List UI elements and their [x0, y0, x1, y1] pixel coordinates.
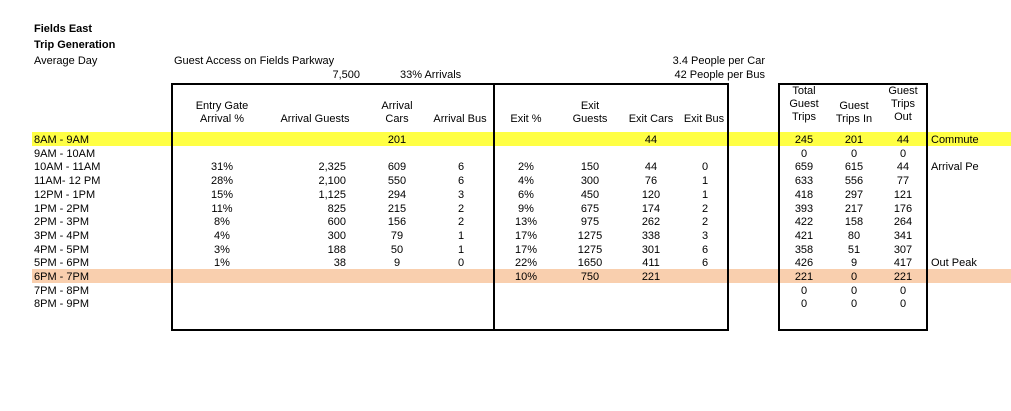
arrival-bus-cell: 0 — [457, 257, 465, 270]
header-exit-pct — [500, 113, 552, 126]
header-line: Guests — [572, 113, 608, 125]
header-line: Total — [792, 85, 816, 97]
table-row — [0, 256, 1011, 270]
exit-cars-cell: 174 — [641, 202, 661, 215]
exit-pct-cell: 2% — [518, 161, 534, 174]
people-per-bus-label: 42 People per Bus — [674, 69, 765, 81]
header-line: Out — [894, 111, 912, 123]
total-trips-cell: 659 — [794, 161, 814, 174]
arrival-bus-cell: 2 — [457, 216, 465, 229]
trips-out-cell: 0 — [899, 284, 907, 297]
exit-bus-cell: 6 — [701, 257, 709, 270]
header-guest-trips-in — [830, 100, 878, 126]
arrival-guests-cell: 600 — [327, 216, 346, 229]
entry-arrival-pct-cell: 28% — [210, 175, 234, 188]
exit-bus-cell: 2 — [701, 202, 709, 215]
time-cell: 5PM - 6PM — [34, 257, 90, 270]
arrival-cars-cell: 201 — [387, 134, 407, 146]
exit-guests-cell: 300 — [580, 175, 600, 188]
total-trips-cell: 633 — [794, 175, 814, 188]
header-line: Trips — [890, 98, 916, 110]
trips-in-cell: 217 — [844, 202, 864, 215]
total-trips-cell: 245 — [794, 134, 814, 146]
time-cell: 9AM - 10AM — [34, 147, 96, 160]
header-line: Guest — [888, 85, 918, 97]
trips-out-cell: 44 — [896, 161, 910, 174]
arrival-guests-cell: 38 — [333, 257, 346, 270]
trips-in-cell: 80 — [847, 229, 861, 242]
header-arrival-bus — [426, 113, 494, 126]
total-trips-cell: 393 — [794, 202, 814, 215]
trips-out-cell: 77 — [896, 175, 910, 188]
trips-out-cell: 417 — [893, 257, 913, 270]
trips-in-cell: 158 — [844, 216, 864, 229]
header-guest-trips-out — [882, 85, 924, 124]
table-row — [0, 160, 1011, 174]
time-cell: 6PM - 7PM — [34, 271, 90, 283]
exit-cars-cell: 262 — [641, 216, 661, 229]
exit-pct-cell: 9% — [518, 202, 534, 215]
arrival-cars-cell: 156 — [387, 216, 407, 229]
trips-out-cell: 341 — [893, 229, 913, 242]
time-cell: 1PM - 2PM — [34, 202, 90, 215]
header-exit-bus — [680, 113, 728, 126]
arrivals-percent-label: 33% Arrivals — [400, 69, 462, 81]
row-note-cell: Commute — [931, 134, 979, 146]
trips-in-cell: 615 — [844, 161, 864, 174]
period-label: Average Day — [34, 55, 98, 67]
header-line: Exit Cars — [628, 113, 674, 125]
exit-cars-cell: 411 — [642, 257, 660, 270]
total-trips-cell: 358 — [794, 243, 814, 256]
exit-guests-cell: 750 — [580, 271, 600, 283]
arrival-guests-cell: 1,125 — [318, 188, 346, 201]
header-line: Exit — [580, 100, 600, 112]
arrival-bus-cell: 1 — [457, 229, 465, 242]
exit-bus-cell: 6 — [701, 243, 709, 256]
header-exit-guests — [563, 100, 617, 126]
table-row — [0, 284, 1011, 298]
arrival-bus-cell: 3 — [457, 188, 465, 201]
time-cell: 4PM - 5PM — [34, 243, 90, 256]
exit-pct-cell: 6% — [518, 188, 534, 201]
total-trips-cell: 421 — [794, 229, 814, 242]
trips-in-cell: 556 — [844, 175, 864, 188]
total-trips-cell: 0 — [800, 147, 808, 160]
header-line: Exit % — [510, 113, 542, 125]
arrival-bus-cell: 6 — [457, 161, 465, 174]
exit-bus-cell: 0 — [701, 161, 709, 174]
exit-cars-cell: 44 — [644, 134, 658, 146]
total-trips-cell: 0 — [800, 298, 808, 311]
entry-arrival-pct-cell: 8% — [214, 216, 230, 229]
sheet-subtitle: Trip Generation — [34, 39, 116, 51]
arrival-bus-cell: 6 — [457, 175, 465, 188]
header-line: Arrival Bus — [433, 113, 487, 125]
table-row — [0, 188, 1011, 202]
header-line: Exit Bus — [683, 113, 725, 125]
trips-out-cell: 44 — [896, 134, 910, 146]
header-line: Guest — [789, 98, 819, 110]
time-cell: 2PM - 3PM — [34, 216, 90, 229]
time-cell: 3PM - 4PM — [34, 229, 90, 242]
arrival-bus-cell: 2 — [457, 202, 465, 215]
table-row — [0, 174, 1011, 188]
arrival-cars-cell: 50 — [390, 243, 404, 256]
trips-in-cell: 297 — [844, 188, 864, 201]
total-trips-cell: 426 — [794, 257, 814, 270]
arrival-guests-cell: 2,100 — [318, 175, 346, 188]
arrival-bus-cell: 1 — [457, 243, 465, 256]
trips-in-cell: 201 — [844, 134, 864, 146]
trips-out-cell: 176 — [893, 202, 913, 215]
exit-pct-cell: 4% — [518, 175, 534, 188]
sheet-title: Fields East — [34, 23, 93, 35]
exit-bus-cell: 3 — [701, 229, 709, 242]
header-arrival-guests — [270, 113, 360, 126]
entry-arrival-pct-cell: 1% — [214, 257, 230, 270]
people-per-car-label: 3.4 People per Car — [672, 55, 765, 67]
trips-out-cell: 121 — [893, 188, 913, 201]
header-line: Arrival — [381, 100, 413, 112]
header-exit-cars — [622, 113, 680, 126]
header-line: Trips — [791, 111, 817, 123]
trips-in-cell: 0 — [850, 271, 858, 283]
arrival-cars-cell: 79 — [390, 229, 404, 242]
exit-bus-cell: 1 — [701, 175, 709, 188]
arrival-cars-cell: 609 — [387, 161, 407, 174]
arrival-cars-cell: 550 — [387, 175, 407, 188]
trips-in-cell: 9 — [850, 257, 858, 270]
exit-guests-cell: 975 — [580, 216, 600, 229]
trips-in-cell: 0 — [850, 298, 858, 311]
arrival-cars-cell: 215 — [387, 202, 407, 215]
row-note-cell: Out Peak — [931, 257, 977, 270]
exit-cars-cell: 120 — [641, 188, 661, 201]
entry-arrival-pct-cell: 15% — [210, 188, 234, 201]
entry-arrival-pct-cell: 3% — [214, 243, 230, 256]
exit-guests-cell: 450 — [580, 188, 600, 201]
exit-pct-cell: 17% — [514, 229, 538, 242]
arrival-guests-cell: 825 — [327, 202, 346, 215]
exit-guests-cell: 1275 — [577, 229, 603, 242]
table-row — [0, 243, 1011, 257]
trips-in-cell: 0 — [850, 284, 858, 297]
time-cell: 8AM - 9AM — [34, 134, 90, 146]
exit-pct-cell: 17% — [514, 243, 538, 256]
header-line: Cars — [385, 113, 409, 125]
exit-cars-cell: 301 — [641, 243, 661, 256]
arrival-guests-cell: 188 — [327, 243, 346, 256]
exit-pct-cell: 10% — [514, 271, 538, 283]
trips-out-cell: 0 — [899, 298, 907, 311]
header-line: Trips In — [835, 113, 873, 125]
arrival-cars-cell: 9 — [393, 257, 401, 270]
header-line: Arrival % — [199, 113, 244, 125]
time-cell: 12PM - 1PM — [34, 188, 96, 201]
entry-arrival-pct-cell: 4% — [214, 229, 230, 242]
exit-bus-cell: 1 — [701, 188, 709, 201]
table-row — [0, 215, 1011, 229]
entry-arrival-pct-cell: 31% — [210, 161, 234, 174]
header-arrival-cars — [370, 100, 424, 126]
row-note-cell: Arrival Pe — [931, 161, 979, 174]
time-cell: 7PM - 8PM — [34, 284, 90, 297]
trips-in-cell: 0 — [850, 147, 858, 160]
time-cell: 11AM- 12 PM — [34, 175, 101, 188]
exit-cars-cell: 76 — [644, 175, 658, 188]
table-row — [0, 133, 1011, 147]
table-row — [0, 270, 1011, 284]
total-trips-cell: 0 — [800, 284, 808, 297]
exit-bus-cell: 2 — [701, 216, 709, 229]
trips-out-cell: 264 — [893, 216, 913, 229]
exit-pct-cell: 13% — [514, 216, 538, 229]
table-row — [0, 202, 1011, 216]
exit-guests-cell: 150 — [580, 161, 600, 174]
exit-guests-cell: 675 — [580, 202, 600, 215]
total-trips-cell: 221 — [794, 271, 814, 283]
exit-cars-cell: 338 — [641, 229, 661, 242]
arrival-guests-cell: 300 — [327, 229, 346, 242]
time-cell: 8PM - 9PM — [34, 298, 90, 311]
trips-in-cell: 51 — [847, 243, 861, 256]
header-line: Entry Gate — [195, 100, 249, 112]
header-line: Arrival Guests — [280, 113, 350, 125]
exit-guests-cell: 1275 — [577, 243, 603, 256]
exit-pct-cell: 22% — [514, 257, 538, 270]
entry-arrival-pct-cell: 11% — [211, 202, 233, 215]
trips-out-cell: 307 — [893, 243, 913, 256]
time-cell: 10AM - 11AM — [34, 161, 101, 174]
arrival-guests-cell: 2,325 — [318, 161, 346, 174]
total-guests-value: 7,500 — [332, 69, 360, 81]
trips-out-cell: 221 — [893, 271, 913, 283]
trips-out-cell: 0 — [899, 147, 907, 160]
table-row — [0, 147, 1011, 161]
arrival-cars-cell: 294 — [387, 188, 407, 201]
access-label: Guest Access on Fields Parkway — [174, 55, 335, 67]
exit-guests-cell: 1650 — [577, 257, 603, 270]
exit-cars-cell: 221 — [641, 271, 661, 283]
header-total-guest-trips — [782, 85, 826, 124]
total-trips-cell: 422 — [794, 216, 814, 229]
total-trips-cell: 418 — [794, 188, 814, 201]
table-row — [0, 297, 1011, 311]
header-entry-gate-arrival-pct — [180, 100, 264, 126]
exit-cars-cell: 44 — [644, 161, 658, 174]
table-row — [0, 229, 1011, 243]
header-line: Guest — [839, 100, 869, 112]
